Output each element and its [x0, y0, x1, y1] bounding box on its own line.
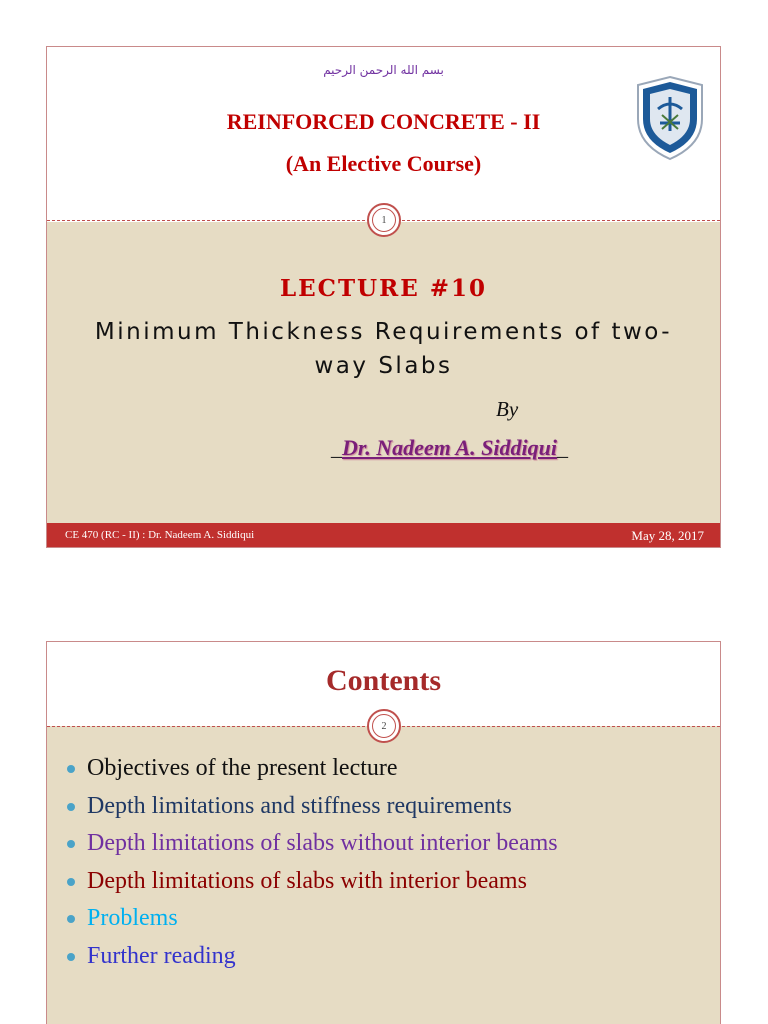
- list-item-text: Objectives of the present lecture: [87, 755, 398, 781]
- slide-footer: [47, 523, 720, 548]
- list-item-text: Further reading: [87, 942, 236, 969]
- contents-title: Contents: [325, 664, 441, 697]
- author-prefix: _: [331, 435, 342, 460]
- bullet-dot-icon: [67, 915, 75, 923]
- slide-number: 1: [372, 208, 396, 232]
- slide-number: 2: [372, 714, 396, 738]
- list-item-text: Depth limitations and stiffness requirements: [87, 792, 512, 819]
- author-suffix: _: [556, 435, 568, 460]
- bismillah-text: بسم الله الرحمن الرحيم: [323, 63, 444, 77]
- list-item-text: Depth limitations of slabs with interior beams: [87, 867, 527, 894]
- list-item-text: Depth limitations of slabs without interior beams: [87, 830, 558, 856]
- title-slide-header: [47, 47, 720, 222]
- course-subtitle: (An Elective Course): [285, 151, 482, 176]
- bullet-dot-icon: [67, 803, 75, 811]
- author-name: Dr. Nadeem A. Siddiqui: [342, 435, 557, 460]
- list-item: [67, 900, 558, 938]
- list-item: [67, 788, 558, 826]
- author-row: [331, 435, 568, 461]
- title-slide: [46, 46, 721, 548]
- bullet-dot-icon: [67, 840, 75, 848]
- bullet-dot-icon: [67, 953, 75, 961]
- list-item: [67, 938, 558, 976]
- list-item: [67, 863, 558, 901]
- slide-number-badge: [367, 709, 401, 743]
- list-item: [67, 825, 558, 863]
- footer-course-info: CE 470 (RC - II) : Dr. Nadeem A. Siddiqui: [65, 529, 255, 541]
- list-item: [67, 750, 558, 788]
- bullet-dot-icon: [67, 765, 75, 773]
- footer-date: May 28, 2017: [631, 528, 704, 543]
- by-label: By: [496, 397, 519, 421]
- contents-slide: [46, 641, 721, 1024]
- course-title: REINFORCED CONCRETE - II: [226, 109, 541, 134]
- bullet-dot-icon: [67, 878, 75, 886]
- lecture-number: LECTURE #10: [279, 275, 488, 302]
- list-item-text: Problems: [87, 905, 178, 931]
- contents-list: [67, 750, 558, 975]
- slide-number-badge: [367, 203, 401, 237]
- lecture-title: Minimum Thickness Requirements of two-way Slabs: [94, 319, 673, 379]
- university-seal-logo-icon: [634, 75, 706, 161]
